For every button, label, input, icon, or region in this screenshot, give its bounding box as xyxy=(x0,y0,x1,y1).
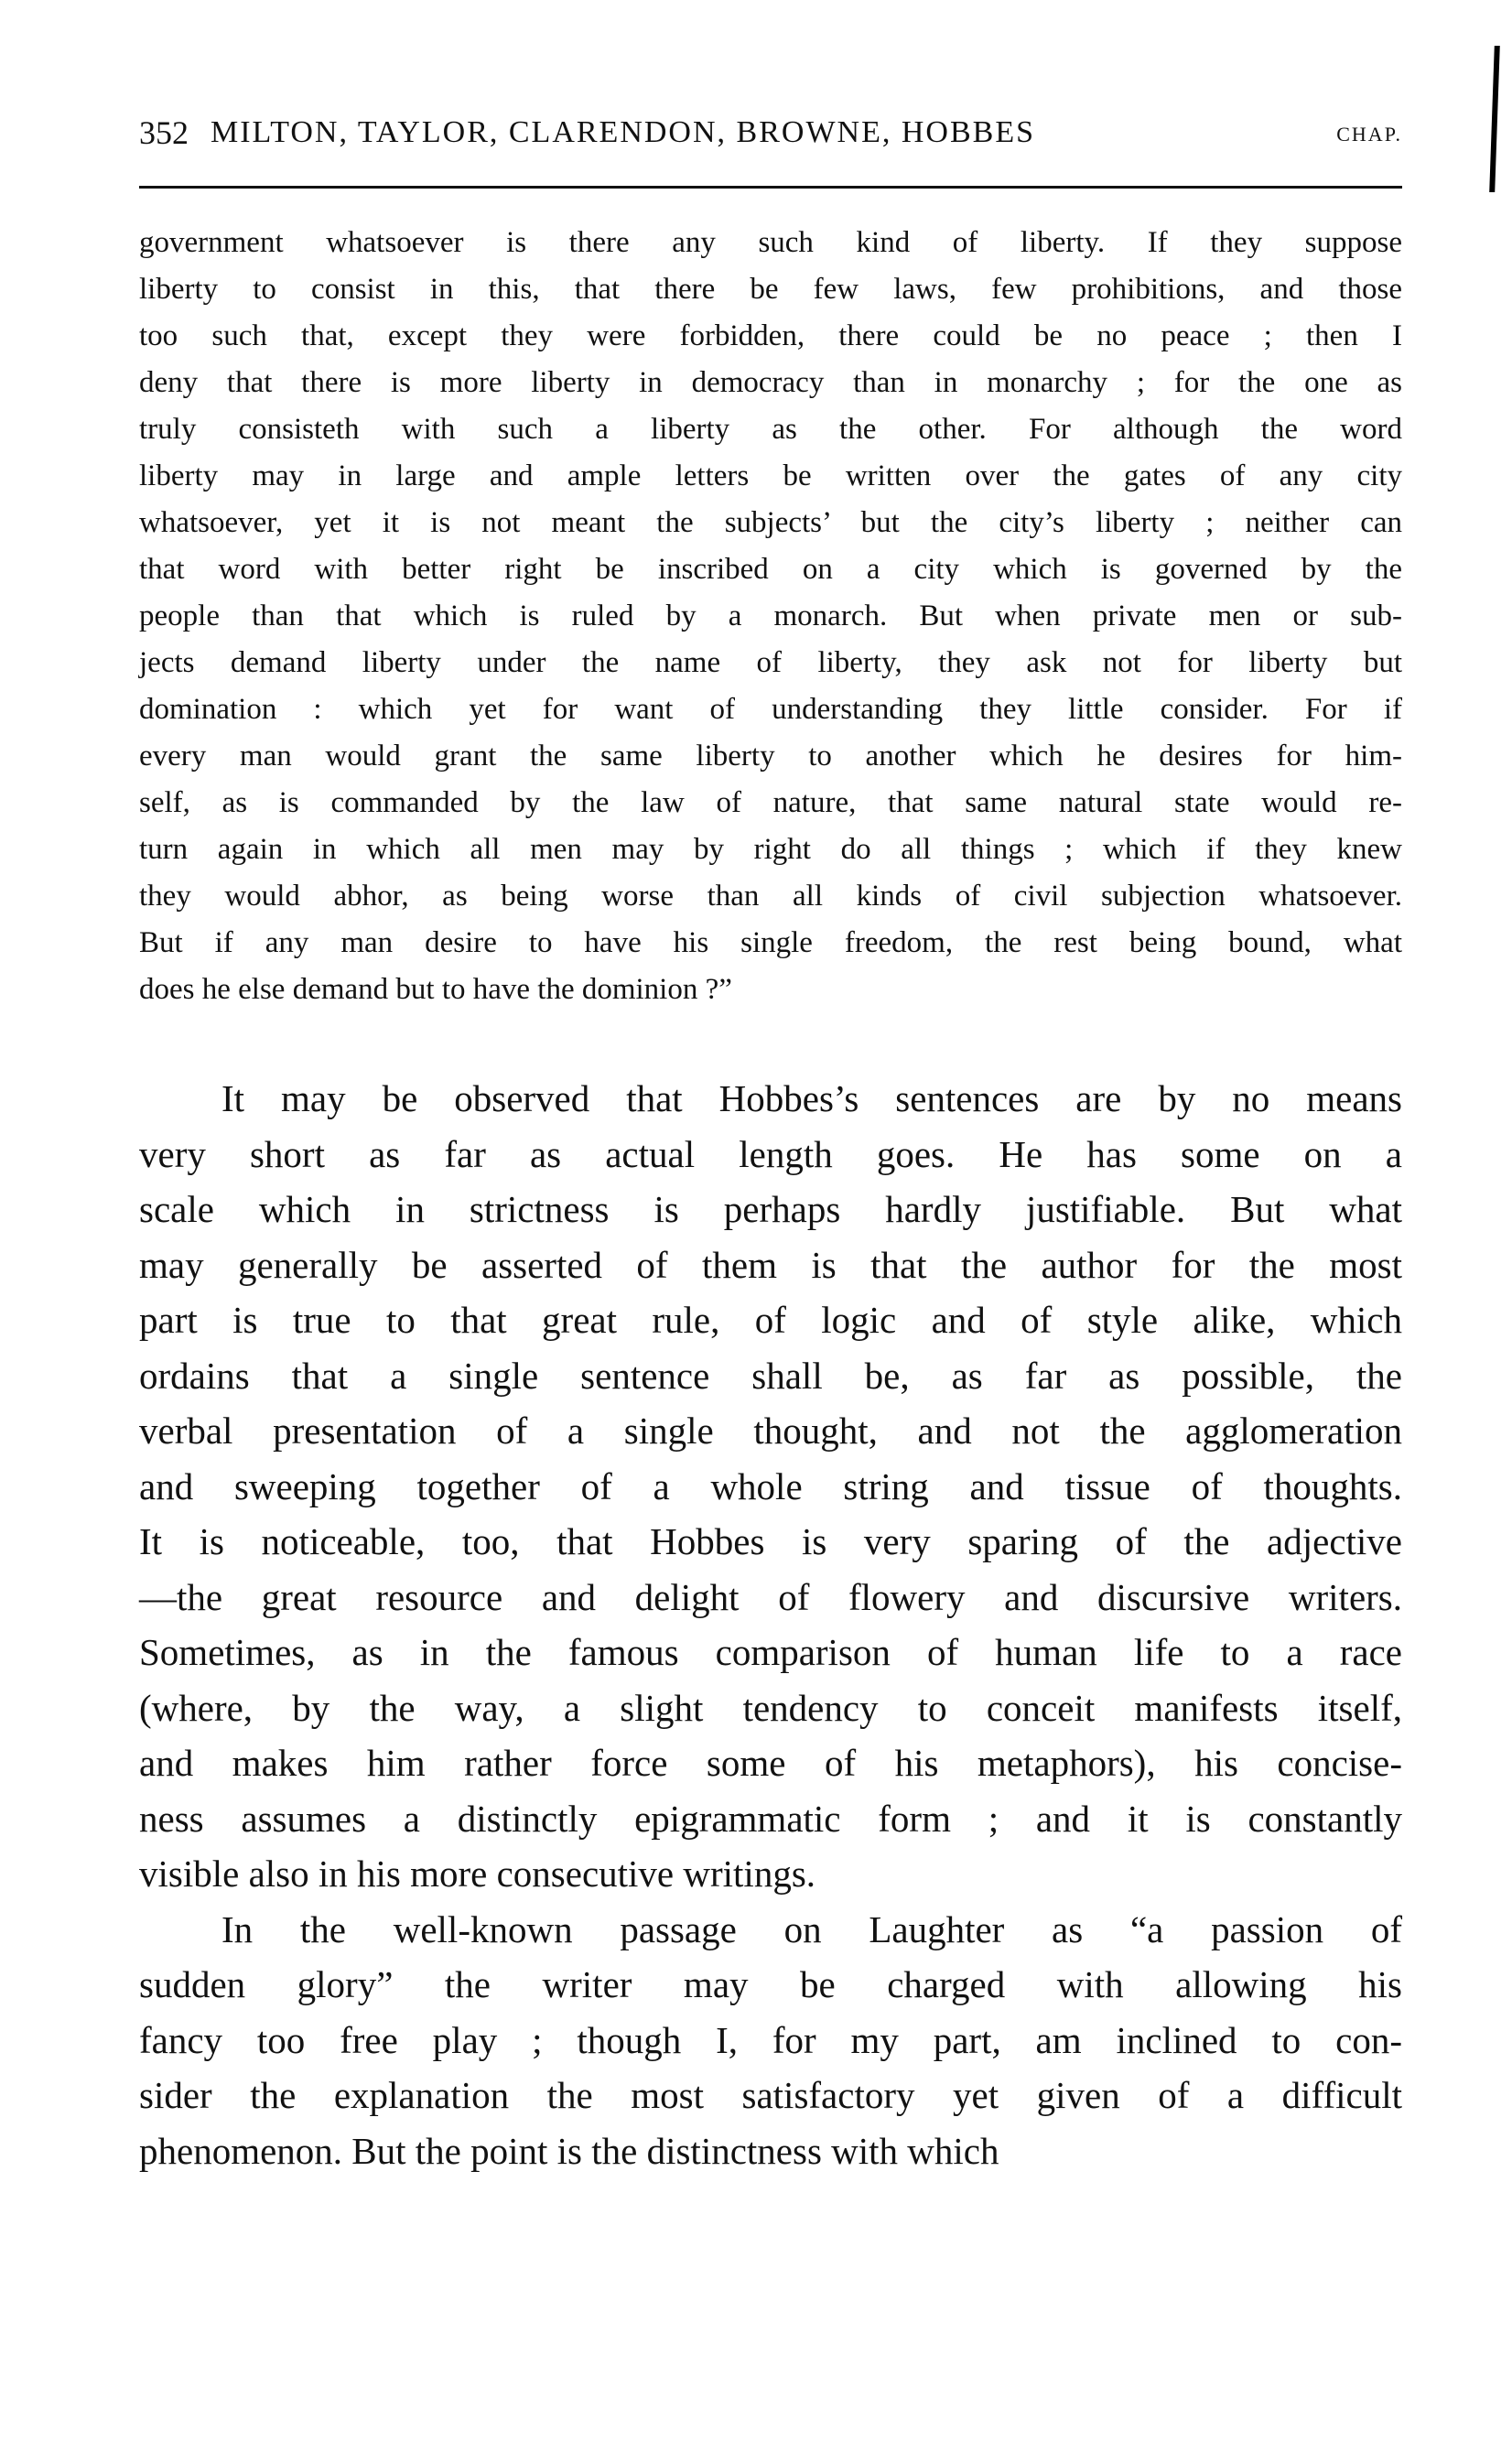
paragraph-line: and makes him rather force some of his metaphors), his concise- xyxy=(139,1742,1402,1784)
paragraph-line: may generally be asserted of them is that the author for the most xyxy=(139,1243,1402,1286)
quote-line: domination : which yet for want of understanding they little consider. For if xyxy=(139,693,1402,726)
paragraph-line: It may be observed that Hobbes’s sentences are by no means xyxy=(221,1077,1402,1119)
quote-line: self, as is commanded by the law of nature, that same natural state would re- xyxy=(139,786,1402,819)
page-number: 352 xyxy=(139,114,189,151)
header-rule xyxy=(139,186,1402,189)
paragraph-line: part is true to that great rule, of logic and of style alike, which xyxy=(139,1299,1402,1341)
quote-line: does he else demand but to have the dominion ?” xyxy=(139,973,732,1006)
paragraph-line: phenomenon. But the point is the distinctness with which xyxy=(139,2129,999,2172)
paragraph-line: ness assumes a distinctly epigrammatic form ; and it is constantly xyxy=(139,1797,1402,1840)
quoted-passage xyxy=(139,220,1402,1013)
paragraph-line: —the great resource and delight of flowery and discursive writers. xyxy=(139,1575,1402,1618)
chapter-label: CHAP. xyxy=(1336,123,1402,146)
paragraph-line: and sweeping together of a whole string and tissue of thoughts. xyxy=(139,1464,1402,1507)
paragraph-line: verbal presentation of a single thought, and not the agglomeration xyxy=(139,1410,1402,1452)
quote-line: But if any man desire to have his single freedom, the rest being bound, what xyxy=(139,926,1402,959)
paragraph-line: sider the explanation the most satisfactory yet given of a difficult xyxy=(139,2074,1402,2116)
quote-line: whatsoever, yet it is not meant the subjects’ but the city’s liberty ; neither can xyxy=(139,506,1402,539)
quote-line: liberty may in large and ample letters be written over the gates of any city xyxy=(139,459,1402,492)
paragraph xyxy=(139,1071,1402,1902)
paragraph-line: very short as far as actual length goes. He has some on a xyxy=(139,1132,1402,1175)
quote-line: jects demand liberty under the name of liberty, they ask not for liberty but xyxy=(139,646,1402,679)
paragraph-line: (where, by the way, a slight tendency to conceit manifests itself, xyxy=(139,1686,1402,1729)
paragraph-line: scale which in strictness is perhaps hardly justifiable. But what xyxy=(139,1188,1402,1230)
quote-line: too such that, except they were forbidden, there could be no peace ; then I xyxy=(139,319,1402,352)
running-title: MILTON, TAYLOR, CLARENDON, BROWNE, HOBBES xyxy=(211,115,1036,149)
quote-line: government whatsoever is there any such kind of liberty. If they suppose xyxy=(139,226,1402,259)
paragraph-line: sudden glory” the writer may be charged with allowing his xyxy=(139,1963,1402,2005)
quote-line: every man would grant the same liberty to another which he desires for him- xyxy=(139,740,1402,772)
body-text xyxy=(139,1071,1402,2178)
paragraph-line: ordains that a single sentence shall be, as far as possible, the xyxy=(139,1354,1402,1397)
quote-line: deny that there is more liberty in democracy than in monarchy ; for the one as xyxy=(139,366,1402,399)
quote-line: truly consisteth with such a liberty as the other. For although the word xyxy=(139,413,1402,446)
quote-line: people than that which is ruled by a monarch. But when private men or sub- xyxy=(139,600,1402,632)
quote-line: they would abhor, as being worse than all kinds of civil subjection whatsoever. xyxy=(139,880,1402,913)
paragraph xyxy=(139,1902,1402,2179)
quote-line: that word with better right be inscribed on a city which is governed by the xyxy=(139,553,1402,586)
quote-line: turn again in which all men may by right do all things ; which if they knew xyxy=(139,833,1402,866)
paragraph-line: In the well-known passage on Laughter as “a passion of xyxy=(221,1907,1402,1950)
paragraph-line: fancy too free play ; though I, for my part, am inclined to con- xyxy=(139,2018,1402,2061)
page-edge-mark xyxy=(1489,46,1500,192)
running-head xyxy=(139,108,1402,167)
paragraph-line: It is noticeable, too, that Hobbes is very sparing of the adjective xyxy=(139,1520,1402,1562)
paragraph-line: visible also in his more consecutive writings. xyxy=(139,1853,816,1895)
paragraph-line: Sometimes, as in the famous comparison of human life to a race xyxy=(139,1631,1402,1673)
quote-line: liberty to consist in this, that there be few laws, few prohibitions, and those xyxy=(139,273,1402,306)
